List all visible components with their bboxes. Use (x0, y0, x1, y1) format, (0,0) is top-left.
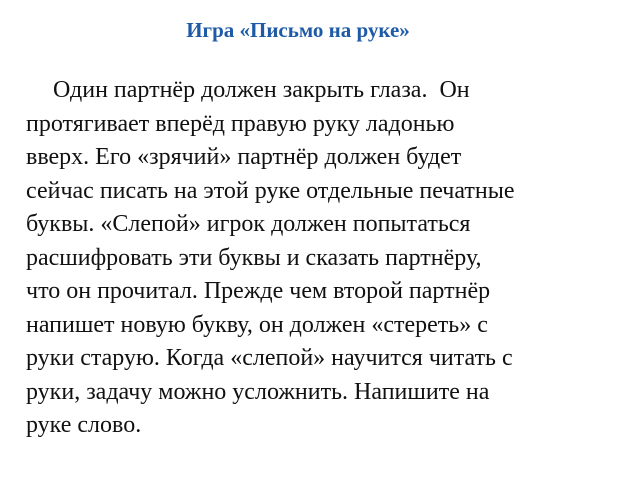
paragraph-line: Один партнёр должен закрыть глаза. Он (53, 77, 470, 103)
instruction-paragraph (26, 74, 622, 443)
paragraph-line: буквы. «Слепой» игрок должен попытаться (26, 211, 471, 237)
paragraph-line: руки, задачу можно усложнить. Напишите на (26, 378, 490, 405)
paragraph-line: руки старую. Когда «слепой» научится читать с (26, 345, 513, 371)
paragraph-line: что он прочитал. Прежде чем второй партнёр (26, 278, 491, 304)
paragraph-line: сейчас писать на этой руке отдельные печатные (26, 177, 515, 204)
paragraph-line: расшифровать эти буквы и сказать партнёру, (26, 244, 482, 271)
paragraph-line: протягивает вперёд правую руку ладонью (26, 110, 455, 137)
paragraph-line: вверх. Его «зрячий» партнёр должен будет (26, 144, 462, 170)
slide-title: Игра «Письмо на руке» (186, 18, 410, 42)
paragraph-line: руке слово. (26, 412, 142, 438)
paragraph-line: напишет новую букву, он должен «стереть» с (26, 311, 488, 338)
